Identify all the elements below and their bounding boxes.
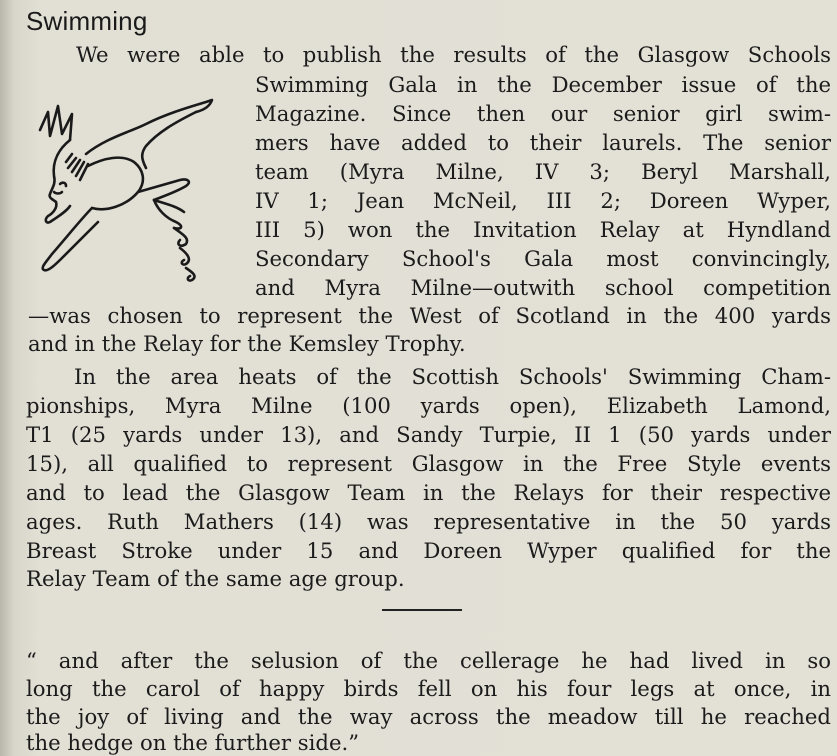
paragraph1-line-7: III 5) won the Invitation Relay at Hyndland [255,217,831,242]
paragraph2-line-4: 15), all qualified to represent Glasgow in the Free Style events [26,451,831,476]
paragraph1-line-9: and Myra Milne—outwith school competition [255,275,831,300]
paragraph1-line-3: Magazine. Since then our senior girl swim- [255,101,831,126]
section-divider [382,609,462,611]
paragraph2-line-5: and to lead the Glasgow Team in the Relays for their respective [26,480,831,505]
paragraph1-line-5: team (Myra Milne, IV 3; Beryl Marshall, [255,159,831,184]
paragraph2-line-2: pionships, Myra Milne (100 yards open), Elizabeth Lamond, [26,393,831,418]
quote-line-2: long the carol of happy birds fell on his four legs at once, in [26,676,831,701]
paragraph1-line-1: We were able to publish the results of the Glasgow Schools [76,42,831,67]
paragraph1-line-6: IV 1; Jean McNeil, III 2; Doreen Wyper, [255,188,831,213]
paragraph1-line-10: —was chosen to represent the West of Scotland in the 400 yards [28,303,831,328]
paragraph2-line-7: Breast Stroke under 15 and Doreen Wyper qualified for the [26,538,831,563]
paragraph2-line-8: Relay Team of the same age group. [26,566,405,591]
diver-drawing [26,88,226,288]
quote-line-4: the hedge on the further side.” [26,730,360,755]
paragraph1-line-8: Secondary School's Gala most convincingly, [255,246,831,271]
quote-line-1: “ and after the selusion of the cellerage he had lived in so [26,648,831,673]
paragraph2-line-1: In the area heats of the Scottish Schools' Swimming Cham- [74,364,831,389]
section-heading: Swimming [26,6,148,36]
paragraph1-line-11: and in the Relay for the Kemsley Trophy. [28,331,466,356]
paragraph1-line-4: mers have added to their laurels. The senior [255,130,831,155]
quote-line-3: the joy of living and the way across the meadow till he reached [26,704,831,729]
paragraph1-line-2: Swimming Gala in the December issue of the [255,72,831,97]
paragraph2-line-6: ages. Ruth Mathers (14) was representative in the 50 yards [26,509,831,534]
paragraph2-line-3: T1 (25 yards under 13), and Sandy Turpie, II 1 (50 yards under [26,422,831,447]
